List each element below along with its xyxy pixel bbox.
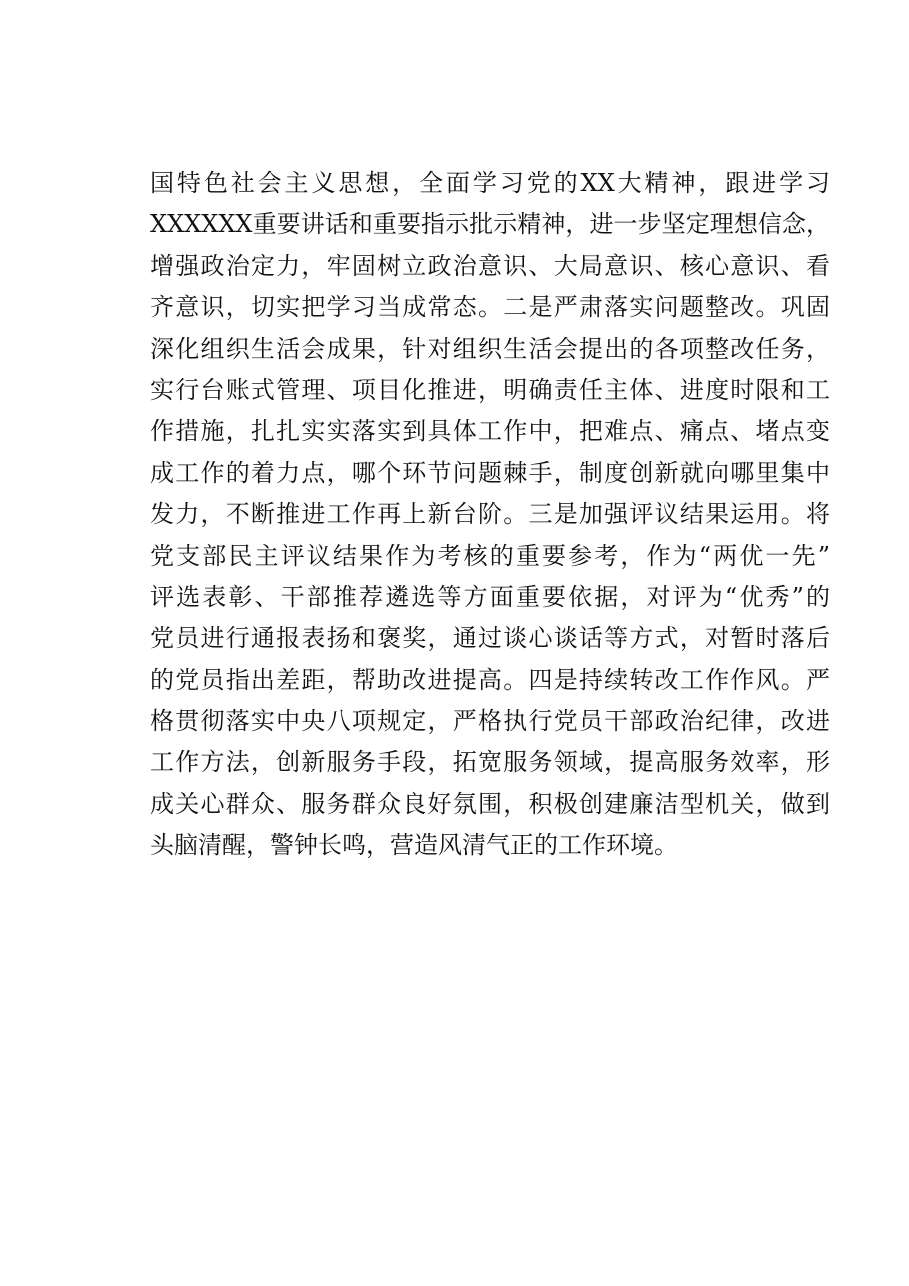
text-line-15: 工作方法，创新服务手段，拓宽服务领域，提高服务效率，形	[150, 748, 830, 777]
text-line-7: 作措施，扎扎实实落实到具体工作中，把难点、痛点、堵点变	[150, 417, 830, 446]
text-line-9: 发力，不断推进工作再上新台阶。三是加强评议结果运用。将	[150, 500, 830, 529]
text-line-5: 深化组织生活会成果，针对组织生活会提出的各项整改任务，	[150, 334, 830, 363]
text-line-3: 增强政治定力，牢固树立政治意识、大局意识、核心意识、看	[150, 251, 830, 280]
text-line-11: 评选表彰、干部推荐遴选等方面重要依据，对评为“优秀”的	[150, 582, 830, 611]
text-line-14: 格贯彻落实中央八项规定，严格执行党员干部政治纪律，改进	[150, 707, 830, 736]
text-line-12: 党员进行通报表扬和褒奖，通过谈心谈话等方式，对暂时落后	[150, 624, 830, 653]
text-line-13: 的党员指出差距，帮助改进提高。四是持续转改工作作风。严	[150, 665, 830, 694]
body-paragraph	[150, 163, 830, 867]
text-line-6: 实行台账式管理、项目化推进，明确责任主体、进度时限和工	[150, 375, 830, 404]
text-line-16: 成关心群众、服务群众良好氛围，积极创建廉洁型机关，做到	[150, 789, 830, 818]
text-line-17: 头脑清醒，警钟长鸣，营造风清气正的工作环境。	[150, 831, 678, 860]
text-line-10: 党支部民主评议结果作为考核的重要参考，作为“两优一先”	[150, 541, 830, 570]
text-line-4: 齐意识，切实把学习当成常态。二是严肃落实问题整改。巩固	[150, 293, 830, 322]
text-line-8: 成工作的着力点，哪个环节问题棘手，制度创新就向哪里集中	[150, 458, 830, 487]
text-line-2: XXXXXX重要讲话和重要指示批示精神，进一步坚定理想信念，	[150, 210, 830, 239]
text-line-1: 国特色社会主义思想，全面学习党的XX大精神，跟进学习	[150, 169, 830, 197]
